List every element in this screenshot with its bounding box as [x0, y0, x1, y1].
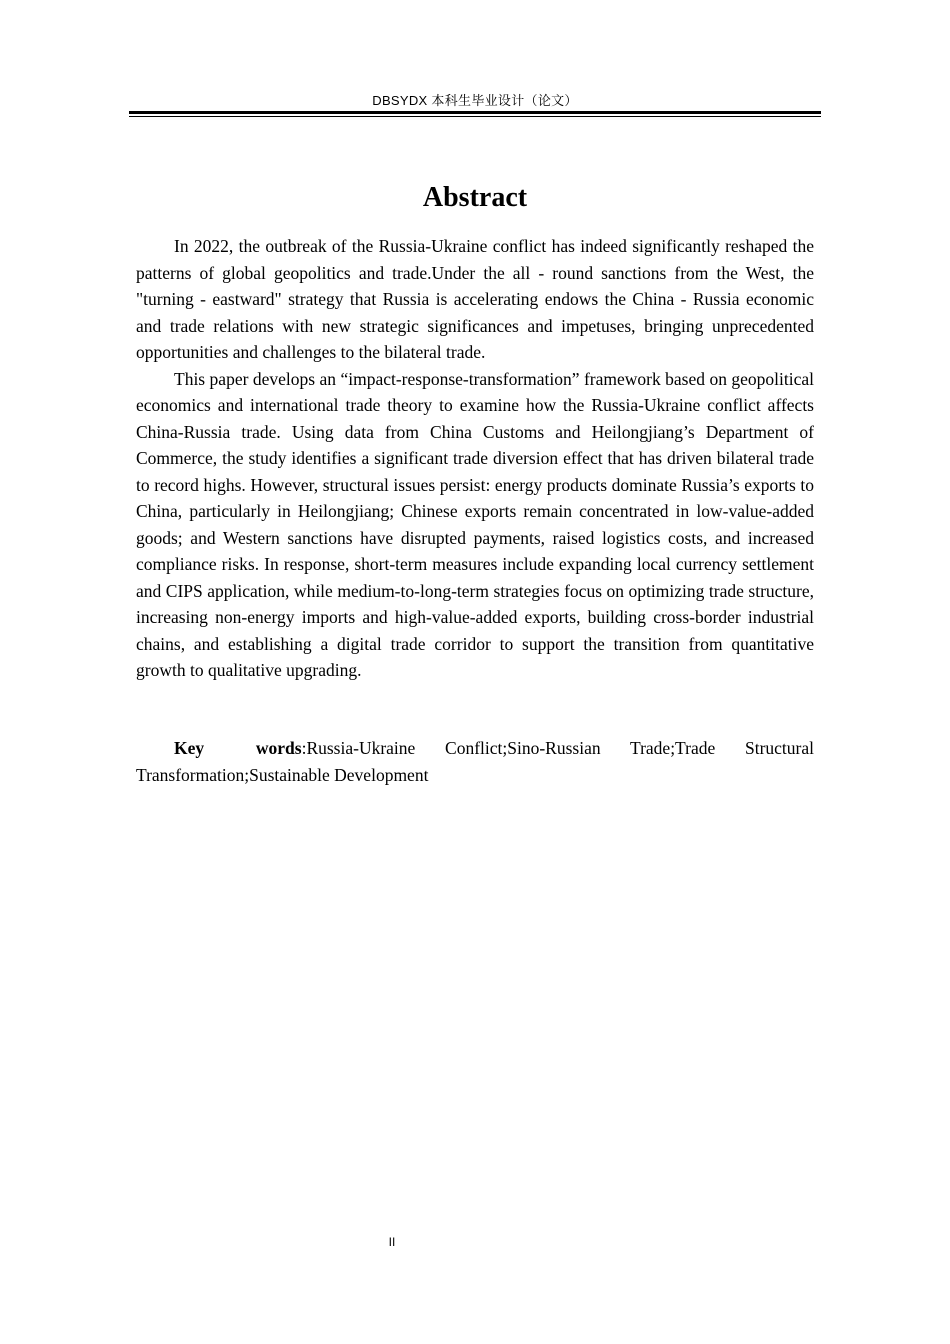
header-rule-thick — [129, 111, 821, 114]
keywords-list-part-2: Transformation;Sustainable Development — [136, 764, 429, 785]
keywords-block — [136, 735, 814, 788]
keywords-list-part-1: Russia-Ukraine Conflict;Sino-Russian Trade;Trade Structural — [306, 738, 814, 758]
running-header: DBSYDX 本科生毕业设计（论文） — [372, 93, 578, 108]
abstract-title: Abstract — [422, 182, 528, 213]
page-number: II — [388, 1235, 396, 1249]
keywords-separator: : — [301, 738, 307, 758]
keywords-label: Key words — [174, 738, 302, 758]
abstract-paragraph-2: This paper develops an “impact-response-transformation” framework based on geopolitical economics and international trade theory to examine how the Russia-Ukraine conflict affects China-Russia trade. Using data from China Customs and Heilongjiang’s Department of Commerce, the study identifies a significant trade diversion effect that has driven bilateral trade to record highs. However, structural issues persist: energy products dominate Russia’s exports to China, particularly in Heilongjiang; Chinese exports remain concentrated in low-value-added goods; and Western sanctions have disrupted payments, raised logistics costs, and increased compliance risks. In response, short-term measures include expanding local currency settlement and CIPS application, while medium-to-long-term strategies focus on optimizing trade structure, increasing non-energy imports and high-value-added exports, building cross-border industrial chains, and establishing a digital trade corridor to support the transition from quantitative growth to qualitative upgrading. — [136, 368, 814, 680]
keywords-line-1 — [136, 735, 814, 762]
abstract-paragraph-1: In 2022, the outbreak of the Russia-Ukraine conflict has indeed significantly reshaped the patterns of global geopolitics and trade.Under the all - round sanctions from the West, the "turning - eastward" strategy that Russia is accelerating endows the China - Russia economic and trade relations with new strategic significances and impetuses, bringing unprecedented opportunities and challenges to the bilateral trade. — [136, 236, 814, 362]
header-rule-thin — [129, 116, 821, 117]
abstract-body — [136, 233, 814, 684]
